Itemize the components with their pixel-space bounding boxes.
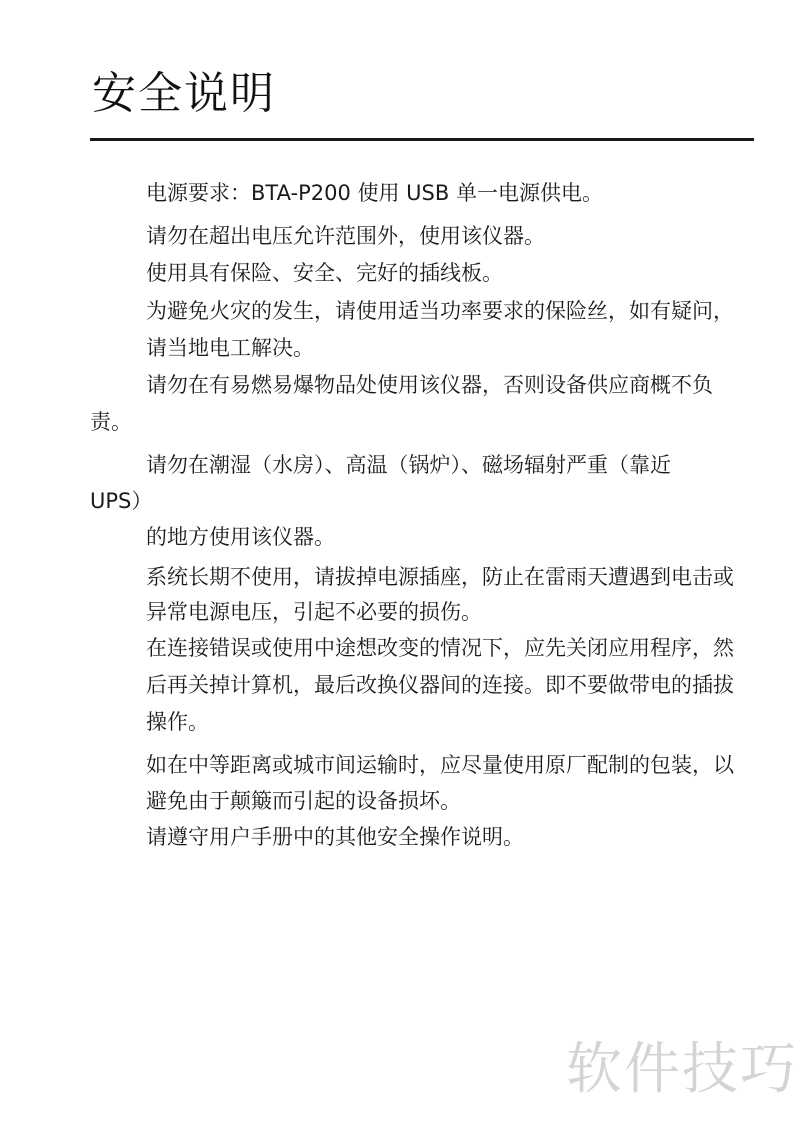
body-line: 系统长期不使用，请拔掉电源插座，防止在雷雨天遭遇到电击或 bbox=[146, 565, 734, 589]
body-line: 异常电源电压，引起不必要的损伤。 bbox=[146, 600, 482, 624]
body-line: 请当地电工解决。 bbox=[146, 336, 314, 360]
body-line: 如在中等距离或城市间运输时，应尽量使用原厂配制的包装，以 bbox=[146, 753, 734, 777]
page-title: 安全说明 bbox=[92, 68, 276, 119]
body-line: 避免由于颠簸而引起的设备损坏。 bbox=[146, 789, 461, 813]
body-line: 后再关掉计算机，最后改换仪器间的连接。即不要做带电的插拔 bbox=[146, 673, 734, 697]
body-line: 请勿在有易燃易爆物品处使用该仪器，否则设备供应商概不负 bbox=[146, 373, 713, 397]
body-line: 为避免火灾的发生，请使用适当功率要求的保险丝，如有疑问， bbox=[146, 299, 734, 323]
body-line: 请勿在潮湿（水房）、高温（锅炉）、磁场辐射严重（靠近 bbox=[146, 453, 671, 477]
body-line: 请遵守用户手册中的其他安全操作说明。 bbox=[146, 825, 524, 849]
body-line: 在连接错误或使用中途想改变的情况下，应先关闭应用程序，然 bbox=[146, 636, 734, 660]
body-line: UPS） bbox=[90, 489, 153, 513]
body-line: 电源要求：BTA-P200 使用 USB 单一电源供电。 bbox=[146, 181, 603, 205]
body-line: 操作。 bbox=[146, 710, 209, 734]
body-line: 的地方使用该仪器。 bbox=[146, 525, 335, 549]
body-line: 请勿在超出电压允许范围外，使用该仪器。 bbox=[146, 224, 545, 248]
watermark: 软件技巧 bbox=[566, 1037, 798, 1102]
title-rule bbox=[90, 138, 754, 141]
body-line: 责。 bbox=[90, 410, 132, 434]
body-line: 使用具有保险、安全、完好的插线板。 bbox=[146, 261, 503, 285]
